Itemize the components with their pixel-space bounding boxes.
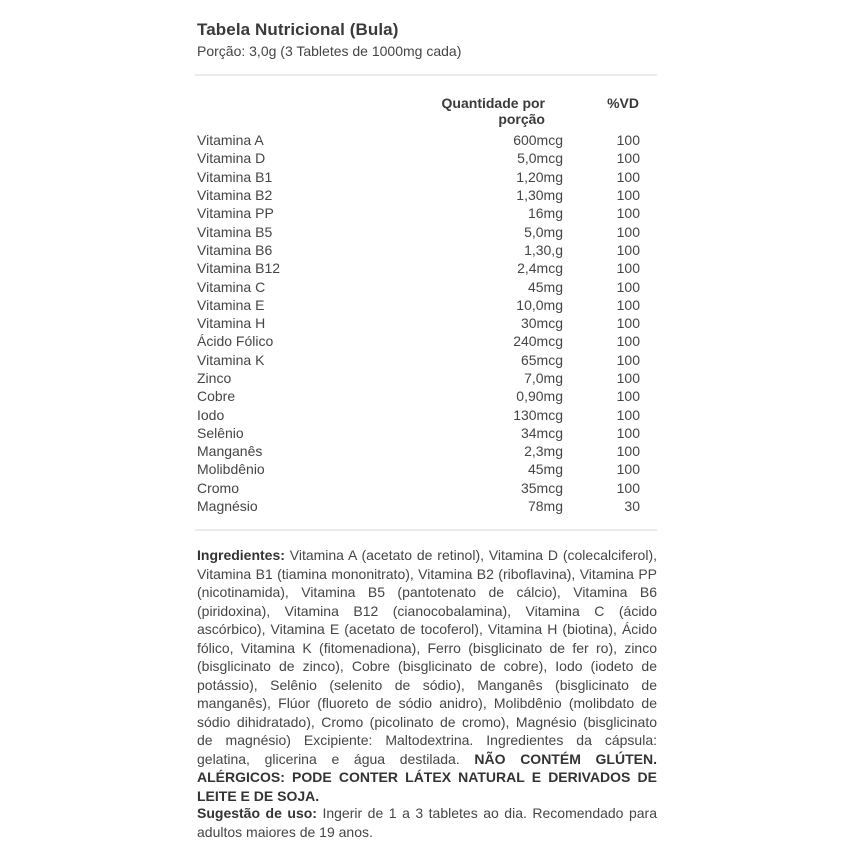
nutrient-dv: 100 (616, 260, 640, 277)
nutrient-dv: 100 (616, 278, 640, 295)
nutrient-name: Vitamina B12 (197, 260, 281, 277)
table-row (197, 497, 657, 515)
nutrient-dv: 100 (616, 150, 640, 167)
table-row (197, 204, 657, 222)
nutrient-name: Vitamina B6 (197, 241, 273, 258)
table-row (197, 442, 657, 460)
nutrient-quantity: 1,30mg (516, 187, 563, 204)
nutrient-name: Iodo (197, 406, 225, 423)
nutrient-name: Selênio (197, 424, 244, 441)
table-row (197, 369, 657, 387)
ingredients-label: Ingredientes: (197, 547, 285, 563)
nutrient-dv: 100 (616, 443, 640, 460)
table-row (197, 296, 657, 314)
page-title: Tabela Nutricional (Bula) (197, 20, 399, 39)
nutrient-name: Vitamina E (197, 296, 265, 313)
usage-text: Ingerir de 1 a 3 tabletes ao dia. Recomendado para adultos maiores de 19 anos. (197, 805, 657, 840)
nutrient-quantity: 1,30,g (524, 241, 563, 258)
table-row (197, 405, 657, 423)
table-row (197, 479, 657, 497)
nutrient-name: Vitamina PP (197, 205, 274, 222)
nutrient-quantity: 2,3mg (524, 443, 563, 460)
table-row (197, 222, 657, 240)
nutrient-name: Manganês (197, 443, 263, 460)
table-row (197, 186, 657, 204)
nutrient-name: Ácido Fólico (197, 333, 274, 350)
table-row (197, 314, 657, 332)
table-row (197, 131, 657, 149)
nutrient-dv: 100 (616, 241, 640, 258)
nutrient-quantity: 600mcg (513, 132, 563, 149)
nutrient-dv: 100 (616, 205, 640, 222)
nutrient-dv: 100 (616, 479, 640, 496)
nutrient-quantity: 16mg (527, 205, 563, 222)
nutrient-dv: 100 (616, 223, 640, 240)
nutrient-name: Vitamina D (197, 150, 266, 167)
nutrient-dv: 100 (616, 370, 640, 386)
nutrient-dv: 100 (616, 315, 640, 332)
nutrient-quantity: 5,0mcg (517, 150, 563, 167)
nutrient-dv: 100 (616, 388, 640, 405)
nutrient-dv: 100 (616, 351, 640, 368)
nutrient-quantity: 1,20mg (516, 168, 563, 185)
table-row (197, 277, 657, 295)
usage-label: Sugestão de uso: (197, 805, 317, 821)
nutrient-name: Zinco (197, 370, 232, 386)
table-row (197, 332, 657, 350)
table-row (197, 460, 657, 478)
nutrient-quantity: 10,0mg (516, 296, 563, 313)
nutrient-name: Vitamina B5 (197, 223, 273, 240)
nutrient-quantity: 30mcg (520, 315, 563, 332)
table-row (197, 259, 657, 277)
nutrient-name: Magnésio (197, 498, 258, 515)
nutrient-dv: 100 (616, 461, 640, 478)
nutrient-dv: 100 (616, 406, 640, 423)
allergen-warning: NÃO CONTÉM GLÚTEN. ALÉRGICOS: PODE CONTER LÁTEX NATURAL E DERIVADOS DE LEITE E DE SOJA. (197, 750, 657, 804)
ingredients-text: Vitamina A (acetato de retinol), Vitamina D (colecalciferol), Vitamina B1 (tiamina mononitrato), Vitamina B2 (riboflavina), Vitamina PP (nicotinamida), Vitamina B5 (pantotenato de cálcio), Vitamina B6 (piridoxina), Vitamina B12 (cianocobalamina), Vitamina C (ácido ascórbico), Vitamina E (acetato de tocoferol), Vitamina H (biotina), Ácido fólico, Vitamina K (fitomenadiona), Ferro (bisglicinato de fer ro), zinco (bisglicinato de zinco), Cobre (bisglicinato de cobre), Iodo (iodeto de potássio), Selênio (selenito de sódio), Manganês (bisglicinato de manganês), Flúor (fluoreto de sódio anidro), Molibdênio (molibdato de sódio dihidratado), Cromo (picolinato de cromo), Magnésio (bisglicinato de magnésio) Excipiente: Maltodextrina. Ingredientes da cápsula: gelatina, glicerina e água destilada. (197, 547, 657, 767)
nutrient-quantity: 240mcg (513, 333, 563, 350)
nutrient-dv: 30 (624, 498, 640, 515)
table-row (197, 241, 657, 259)
column-header-quantity: Quantidade por porção (441, 95, 545, 127)
table-header (197, 95, 657, 127)
nutrient-quantity: 5,0mg (524, 223, 563, 240)
nutrient-dv: 100 (616, 132, 640, 149)
nutrient-quantity: 45mg (527, 461, 563, 478)
nutrient-quantity: 65mcg (520, 351, 563, 368)
column-header-nutrient (197, 95, 393, 127)
nutrient-quantity: 34mcg (520, 424, 563, 441)
nutrient-quantity: 7,0mg (524, 370, 563, 386)
usage-paragraph (197, 804, 657, 841)
nutrient-name: Molibdênio (197, 461, 265, 478)
serving-size: Porção: 3,0g (3 Tabletes de 1000mg cada) (197, 43, 462, 59)
nutrient-quantity: 45mg (527, 278, 563, 295)
table-row (197, 387, 657, 405)
column-header-dv: %VD (607, 95, 639, 111)
table-row (197, 149, 657, 167)
nutrient-name: Cromo (197, 479, 240, 496)
nutrient-name: Vitamina B1 (197, 168, 273, 185)
table-row (197, 351, 657, 369)
nutrient-dv: 100 (616, 333, 640, 350)
nutrient-name: Vitamina A (197, 132, 264, 149)
nutrient-name: Cobre (197, 388, 236, 405)
nutrient-quantity: 2,4mcg (517, 260, 563, 277)
nutrient-name: Vitamina H (197, 315, 266, 332)
nutrient-name: Vitamina C (197, 278, 266, 295)
divider-bottom (195, 529, 657, 531)
nutrient-quantity: 78mg (527, 498, 563, 515)
table-row (197, 168, 657, 186)
ingredients-paragraph (197, 546, 657, 805)
nutrient-dv: 100 (616, 168, 640, 185)
nutrient-name: Vitamina K (197, 351, 265, 368)
nutrient-quantity: 35mcg (520, 479, 563, 496)
nutrient-name: Vitamina B2 (197, 187, 273, 204)
table-row (197, 424, 657, 442)
divider-top (195, 74, 657, 76)
nutrient-dv: 100 (616, 296, 640, 313)
nutrient-quantity: 130mcg (513, 406, 563, 423)
nutrient-dv: 100 (616, 187, 640, 204)
table-rows (197, 131, 657, 515)
nutrient-quantity: 0,90mg (516, 388, 563, 405)
nutrient-dv: 100 (616, 424, 640, 441)
